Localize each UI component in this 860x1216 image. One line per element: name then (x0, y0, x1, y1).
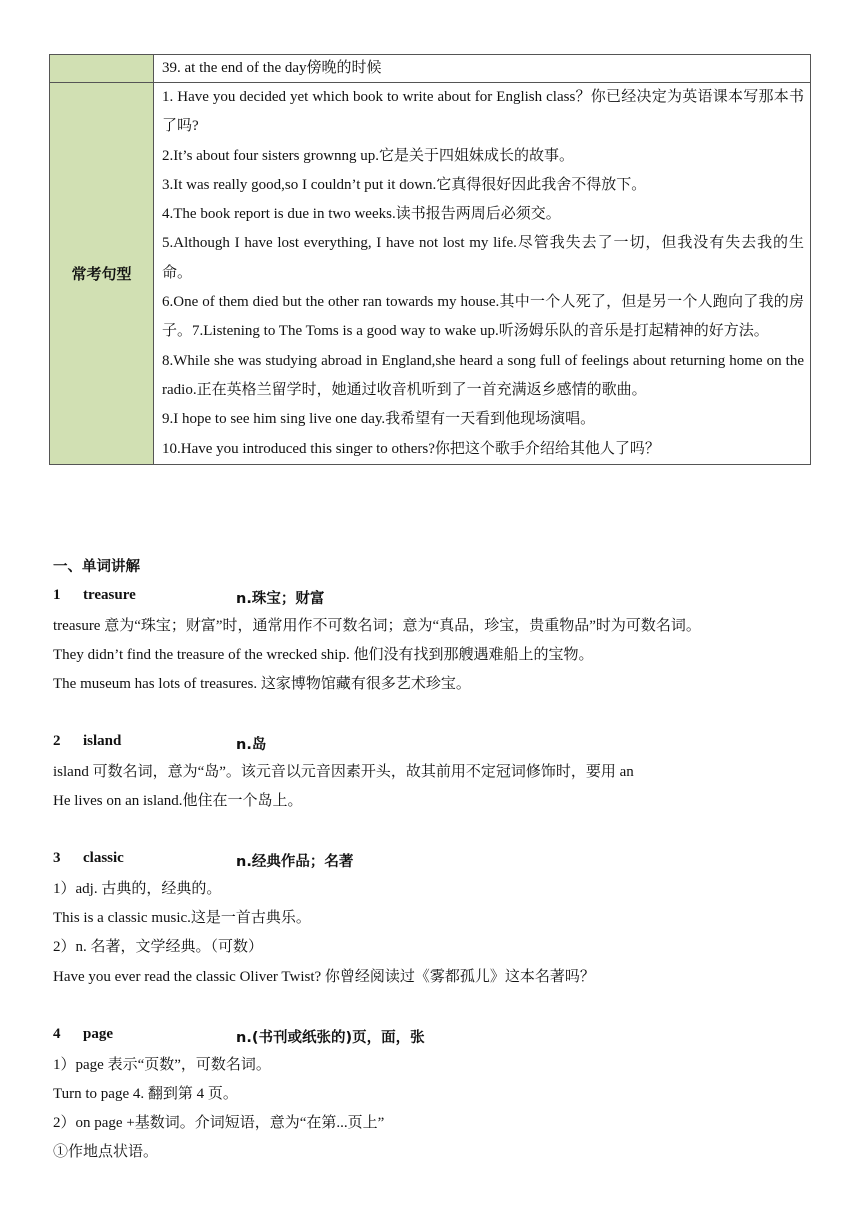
top-row-text: 39. at the end of the day傍晚的时候 (162, 60, 382, 76)
word-definition: n.(书刊或纸张的)页，面，张 (236, 1030, 425, 1046)
word-number: 1 (53, 587, 61, 603)
example-line: Turn to page 4. 翻到第 4 页。 (53, 1086, 238, 1102)
sentence-8: 8.While she was studying abroad in England,she heard a song full of feelings about returning home on the radio.正在英格兰留学时，她通过收音机听到了一首充满返乡感情的歌曲。 (162, 352, 804, 398)
sentence-2: 2.It’s about four sisters grownng up.它是关于四姐妹成长的故事。 (162, 147, 575, 164)
word-headword: classic (83, 850, 124, 866)
word-number: 3 (53, 850, 61, 866)
word-definition: n.珠宝；财富 (236, 591, 325, 607)
table-row (50, 55, 811, 83)
explanation-line: 1）page 表示“页数”，可数名词。 (53, 1057, 271, 1073)
example-line: He lives on an island.他住在一个岛上。 (53, 793, 303, 809)
sentence-3: 3.It was really good,so I couldn’t put it down.它真得很好因此我舍不得放下。 (162, 176, 647, 193)
sentence-1: 1. Have you decided yet which book to write about for English class？你已经决定为英语课本写那本书了吗? (162, 89, 804, 135)
explanation-line: treasure 意为“珠宝；财富”时，通常用作不可数名词；意为“真品，珍宝，贵重物品”时为可数名词。 (53, 618, 701, 634)
explanation-line: 2）n. 名著，文学经典。（可数） (53, 939, 264, 955)
section-title: 一、单词讲解 (53, 559, 140, 575)
category-label: 常考句型 (50, 83, 154, 465)
sentence-6-7: 6.One of them died but the other ran towards my house.其中一个人死了，但是另一个人跑向了我的房子。7.Listening to The Toms is a good way to wake up.听汤姆乐队的音乐是打起精神的好方法。 (162, 294, 804, 340)
explanation-line: 1）adj. 古典的，经典的。 (53, 881, 222, 897)
table-row (50, 83, 811, 465)
word-definition: n.岛 (236, 737, 267, 753)
sentence-5: 5.Although I have lost everything, I have not lost my life.尽管我失去了一切，但我没有失去我的生命。 (162, 235, 804, 281)
example-line: The museum has lots of treasures. 这家博物馆藏有很多艺术珍宝。 (53, 676, 471, 692)
sentence-10: 10.Have you introduced this singer to others?你把这个歌手介绍给其他人了吗？ (162, 440, 660, 457)
explanation-line: 2）on page +基数词。介词短语，意为“在第...页上” (53, 1115, 385, 1131)
explanation-line: ①作地点状语。 (53, 1144, 159, 1160)
top-row-cell (154, 55, 811, 83)
word-definition: n.经典作品；名著 (236, 854, 354, 870)
explanation-line: island 可数名词，意为“岛”。该元音以元音因素开头，故其前用不定冠词修饰时，要用 an (53, 764, 634, 780)
word-headword: treasure (83, 587, 136, 603)
empty-label-cell (50, 55, 154, 83)
example-line: Have you ever read the classic Oliver Twist? 你曾经阅读过《雾都孤儿》这本名著吗？ (53, 969, 595, 985)
word-headword: island (83, 733, 122, 749)
example-line: They didn’t find the treasure of the wrecked ship. 他们没有找到那艘遇难船上的宝物。 (53, 647, 594, 663)
word-number: 2 (53, 733, 61, 749)
sentences-cell (154, 83, 811, 465)
sentence-4: 4.The book report is due in two weeks.读书报告两周后必须交。 (162, 206, 561, 223)
word-headword: page (83, 1026, 113, 1042)
example-line: This is a classic music.这是一首古典乐。 (53, 910, 311, 926)
summary-table (49, 54, 811, 465)
word-number: 4 (53, 1026, 61, 1042)
sentence-9: 9.I hope to see him sing live one day.我希望有一天看到他现场演唱。 (162, 411, 596, 428)
